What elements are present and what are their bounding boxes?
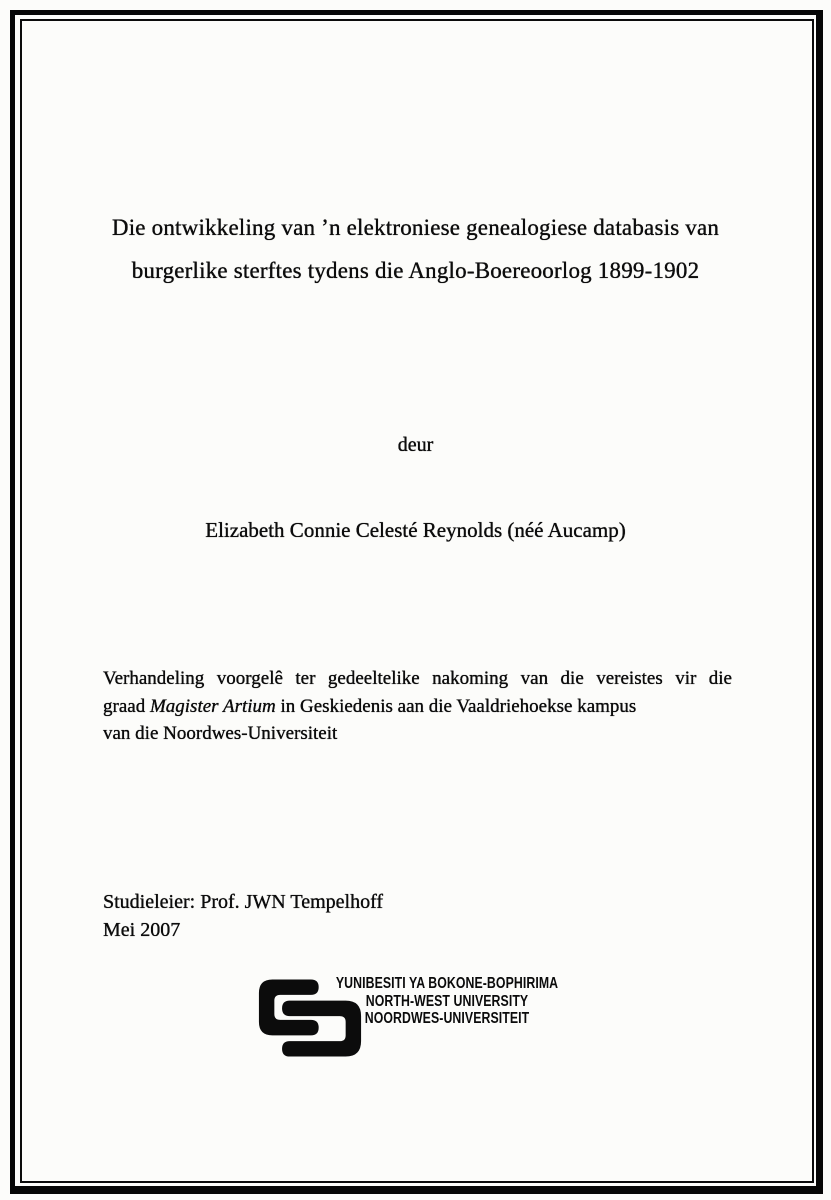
- statement-degree-name: Magister Artium: [149, 695, 276, 717]
- university-name-setswana: YUNIBESITI YA BOKONE-BOPHIRIMA: [335, 975, 559, 992]
- statement-line3: van die Noordwes-Universiteit: [103, 723, 338, 744]
- thesis-title-line1: Die ontwikkeling van ’n elektroniese genealogiese databasis van: [111, 215, 720, 240]
- thesis-title-line2: burgerlike sterftes tydens die Anglo-Boereoorlog 1899-1902: [131, 258, 700, 283]
- statement-line2: [103, 693, 732, 721]
- statement-line1: Verhandeling voorgelê ter gedeeltelike nakoming van die vereistes vir die: [103, 668, 732, 689]
- author-name: Elizabeth Connie Celesté Reynolds (néé Aucamp): [205, 518, 626, 542]
- university-logo: [257, 974, 597, 1064]
- supervisor-block: [103, 888, 383, 944]
- date-line: Mei 2007: [103, 919, 181, 941]
- university-name-english: NORTH-WEST UNIVERSITY: [365, 992, 529, 1010]
- thesis-statement: [103, 665, 732, 748]
- supervisor-line: Studieleier: Prof. JWN Tempelhoff: [103, 891, 384, 913]
- byline-label: deur: [397, 434, 434, 456]
- university-name-afrikaans: NOORDWES-UNIVERSITEIT: [364, 1010, 530, 1028]
- statement-line2-pre: graad: [103, 695, 150, 717]
- thesis-title: [55, 206, 776, 292]
- university-name-block: [324, 975, 570, 1028]
- statement-line2-post: in Geskiedenis aan die Vaaldriehoekse kampus: [275, 695, 637, 717]
